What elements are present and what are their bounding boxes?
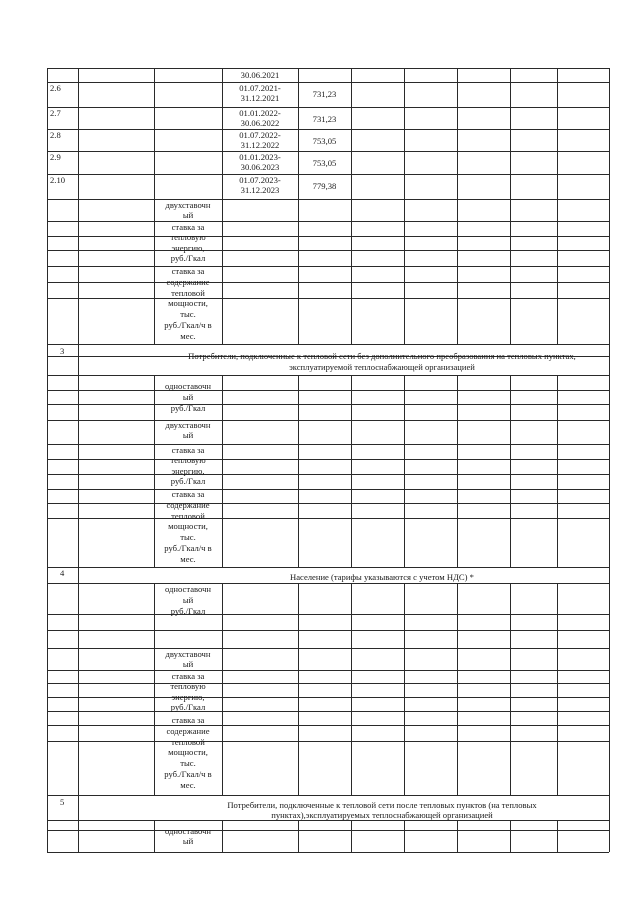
rate-label: мощности, [168,298,208,309]
tariff-type-label: ый [182,210,194,221]
grid-line-v [351,583,352,795]
grid-line-v [78,567,79,583]
section-number: 5 [60,797,65,807]
grid-line-v [457,375,458,567]
section-number: 3 [60,346,65,356]
grid-line-v [557,375,558,567]
row-number: 2.8 [50,130,61,140]
grid-line-h [47,489,609,490]
grid-line-v [78,820,79,852]
period-cell: 31.12.2022 [240,140,280,150]
grid-line-v [222,583,223,795]
period-cell: 30.06.2023 [240,162,280,172]
grid-line-h [47,107,609,108]
rate-label: ставка за [171,715,205,725]
grid-line-h [47,630,609,631]
section-title: эксплуатируемой теплоснабжающей организацией [289,362,475,372]
period-cell: 31.12.2021 [240,93,280,103]
tariff-value: 731,23 [312,89,337,99]
row-number: 2.6 [50,83,61,93]
tariff-value: 753,05 [312,136,337,146]
grid-line-h [47,282,609,283]
grid-line-h [47,250,609,251]
grid-line-v [404,583,405,795]
grid-line-v [78,344,79,375]
grid-line-h [47,648,609,649]
grid-line-h [47,199,609,200]
period-cell: 01.07.2022- [239,130,281,140]
rate-label: руб./Гкал/ч в [164,543,212,553]
tariff-type-label: руб./Гкал [170,402,206,413]
grid-line-h [47,420,609,421]
rate-label: тепловую [170,455,206,466]
grid-line-v [404,375,405,567]
grid-line-h [47,697,609,698]
grid-line-v [557,820,558,852]
grid-line-h [47,129,609,130]
tariff-type-label: одноставочн [164,381,211,391]
rate-label: тепловой [171,510,205,521]
rate-label: мес. [180,779,196,790]
grid-line-v [510,583,511,795]
rate-label: содержание [166,725,210,736]
grid-line-h [47,741,609,742]
rate-label: ставка за [171,445,205,455]
grid-line-h [47,444,609,445]
grid-line-h [47,567,609,568]
rate-label: тепловой [171,736,205,747]
tariff-type-label: одноставочн [164,826,211,836]
grid-line-h [47,151,609,152]
grid-line-v [404,68,405,344]
grid-line-v [557,68,558,344]
period-cell: 30.06.2022 [240,118,280,128]
grid-line-h [47,683,609,684]
grid-line-v [351,820,352,852]
grid-line-v [404,820,405,852]
grid-line-v [78,583,79,795]
grid-line-h [47,404,609,405]
grid-line-v [510,68,511,344]
rate-label: тепловую [170,681,206,692]
tariff-type-label: ый [182,594,194,605]
grid-line-v [510,820,511,852]
period-cell: 30.06.2021 [240,70,280,80]
grid-line-v [351,68,352,344]
rate-label: руб./Гкал [170,253,206,264]
grid-line-h [47,830,609,831]
grid-line-v [351,375,352,567]
tariff-type-label: двухставочн [165,649,211,659]
grid-line-v [78,795,79,820]
grid-line-v [457,68,458,344]
tariff-type-label: одноставочн [164,584,211,594]
row-number: 2.9 [50,152,61,162]
grid-line-v [298,820,299,852]
grid-line-h [47,725,609,726]
grid-line-v [457,583,458,795]
grid-line-h [47,174,609,175]
tariff-type-label: двухставочн [165,200,211,210]
rate-label: ставка за [171,266,205,276]
grid-line-h [47,503,609,504]
rate-label: руб./Гкал [170,476,206,487]
grid-line-h [47,375,609,376]
tariff-type-label: ый [182,836,194,847]
period-cell: 01.01.2023- [239,152,281,162]
period-cell: 01.01.2022- [239,108,281,118]
rate-label: тыс. [180,309,196,320]
grid-line-h [47,711,609,712]
section-number: 4 [60,568,65,578]
grid-line-v [222,375,223,567]
grid-line-h [47,344,609,345]
period-cell: 01.07.2021- [239,83,281,93]
grid-line-h [47,518,609,519]
period-cell: 31.12.2023 [240,185,280,195]
grid-line-h [47,236,609,237]
tariff-value: 731,23 [312,114,337,124]
rate-label: содержание [166,276,210,287]
rate-label: тепловой [171,287,205,298]
grid-line-h [47,583,609,584]
rate-label: ставка за [171,489,205,499]
row-number: 2.10 [50,175,66,185]
rate-label: содержание [166,499,210,510]
grid-line-h [47,795,609,796]
grid-line-h [47,852,609,853]
tariff-type-label: руб./Гкал [170,605,206,616]
grid-line-h [47,670,609,671]
rate-label: мес. [180,330,196,341]
rate-label: ставка за [171,671,205,681]
grid-line-v [222,820,223,852]
rate-label: руб./Гкал/ч в [164,769,212,779]
rate-label: тепловую [170,232,206,243]
grid-line-v [609,68,610,852]
grid-line-h [47,68,609,69]
grid-line-v [78,375,79,567]
grid-line-h [47,82,609,83]
section-title: Потребители, подключенные к тепловой сети без дополнительного преобразования на тепловых пунктах, [188,351,576,361]
rate-label: энергию, [171,691,205,702]
tariff-type-label: двухставочн [165,420,211,430]
rate-label: тыс. [180,758,196,769]
rate-label: мощности, [168,747,208,758]
grid-line-v [557,583,558,795]
grid-line-v [298,68,299,344]
rate-label: руб./Гкал [170,702,206,713]
grid-line-v [78,68,79,344]
section-title: Население (тарифы указываются с учетом НДС) * [290,572,474,582]
row-number: 2.7 [50,108,61,118]
rate-label: мес. [180,553,196,564]
tariff-type-label: ый [182,391,194,402]
section-title: Потребители, подключенные к тепловой сети после тепловых пунктов (на тепловых [227,800,537,810]
rate-label: мощности, [168,521,208,532]
grid-line-h [47,298,609,299]
tariff-value: 753,05 [312,158,337,168]
grid-line-h [47,390,609,391]
section-title: пунктах),эксплуатируемых теплоснабжающей организацией [271,810,493,820]
grid-line-h [47,266,609,267]
tariff-type-label: ый [182,659,194,670]
grid-line-v [457,820,458,852]
grid-line-h [47,474,609,475]
rate-label: руб./Гкал/ч в [164,320,212,330]
grid-line-h [47,614,609,615]
grid-line-v [298,583,299,795]
grid-line-h [47,459,609,460]
grid-line-v [298,375,299,567]
rate-label: энергию, [171,242,205,253]
grid-line-h [47,221,609,222]
grid-line-v [510,375,511,567]
rate-label: ставка за [171,222,205,232]
tariff-type-label: ый [182,430,194,441]
grid-line-v [47,68,48,852]
tariff-value: 779,38 [312,181,337,191]
rate-label: энергию, [171,465,205,476]
period-cell: 01.07.2023- [239,175,281,185]
rate-label: тыс. [180,532,196,543]
